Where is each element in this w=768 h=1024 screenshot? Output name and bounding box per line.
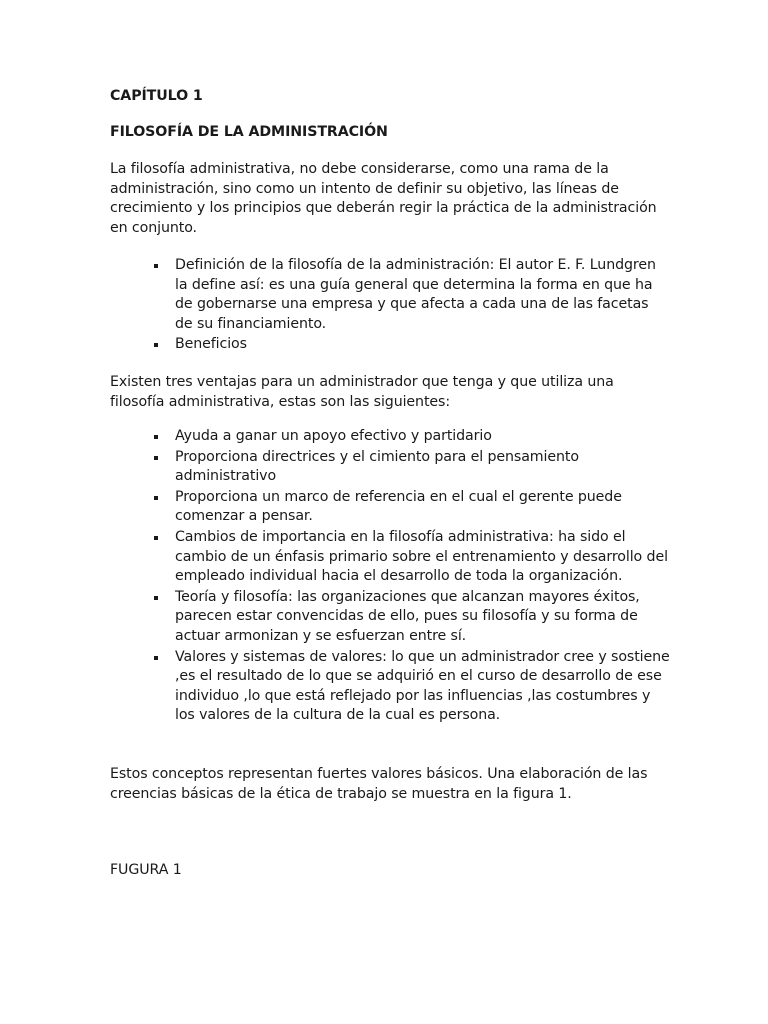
definition-list [110,256,670,356]
list-item-text: Ayuda a ganar un apoyo efectivo y partidario [175,428,492,444]
section-title: FILOSOFÍA DE LA ADMINISTRACIÓN [110,124,388,140]
list-item [110,256,670,334]
figure-label: FUGURA 1 [110,862,182,878]
bullet-icon [154,536,158,540]
closing-paragraph: Estos conceptos representan fuertes valores básicos. Una elaboración de las creencias básicas de la ética de trabajo se muestra en la figura 1. [110,766,648,802]
list-item [110,448,670,487]
bullet-icon [154,456,158,460]
list-item [110,488,670,527]
list-item [110,528,670,587]
list-item-text: Proporciona un marco de referencia en el cual el gerente puede comenzar a pensar. [175,488,622,525]
list-item [110,427,670,447]
bullet-icon [154,596,158,600]
list-item [110,335,670,355]
list-item-text: Beneficios [175,336,247,353]
list-item-text: Proporciona directrices y el cimiento para el pensamiento administrativo [175,448,579,485]
chapter-heading: CAPÍTULO 1 [110,88,203,104]
list-item [110,648,670,726]
bullet-icon [154,656,158,660]
bullet-icon [154,496,158,500]
bullet-icon [154,435,158,439]
list-item-text: Valores y sistemas de valores: lo que un administrador cree y sostiene ,es el resultado de lo que se adquirió en el curso de desarrollo de ese individuo ,lo que está reflejado por las influencias ,las costumbres y los valores de la cultura de la cual es persona. [175,648,670,724]
advantages-paragraph: Existen tres ventajas para un administrador que tenga y que utiliza una filosofía administrativa, estas son las siguientes: [110,374,614,410]
list-item [110,588,670,647]
bullet-icon [154,264,158,268]
list-item-text: Definición de la filosofía de la administración: El autor E. F. Lundgren la define así: es una guía general que determina la forma en que ha de gobernarse una empresa y que afecta a cada una de las facetas de su financiamiento. [175,257,656,332]
intro-paragraph: La filosofía administrativa, no debe considerarse, como una rama de la administración, sino como un intento de definir su objetivo, las líneas de crecimiento y los principios que deberán regir la práctica de la administración en conjunto. [110,161,657,236]
list-item-text: Teoría y filosofía: las organizaciones que alcanzan mayores éxitos, parecen estar convencidas de ello, pues su filosofía y su forma de actuar armonizan y se esfuerzan entre sí. [175,588,640,644]
list-item-text: Cambios de importancia en la filosofía administrativa: ha sido el cambio de un énfasis primario sobre el entrenamiento y desarrollo del empleado individual hacia el desarrollo de toda la organización. [175,528,668,585]
advantages-list [110,427,670,727]
bullet-icon [154,343,158,347]
